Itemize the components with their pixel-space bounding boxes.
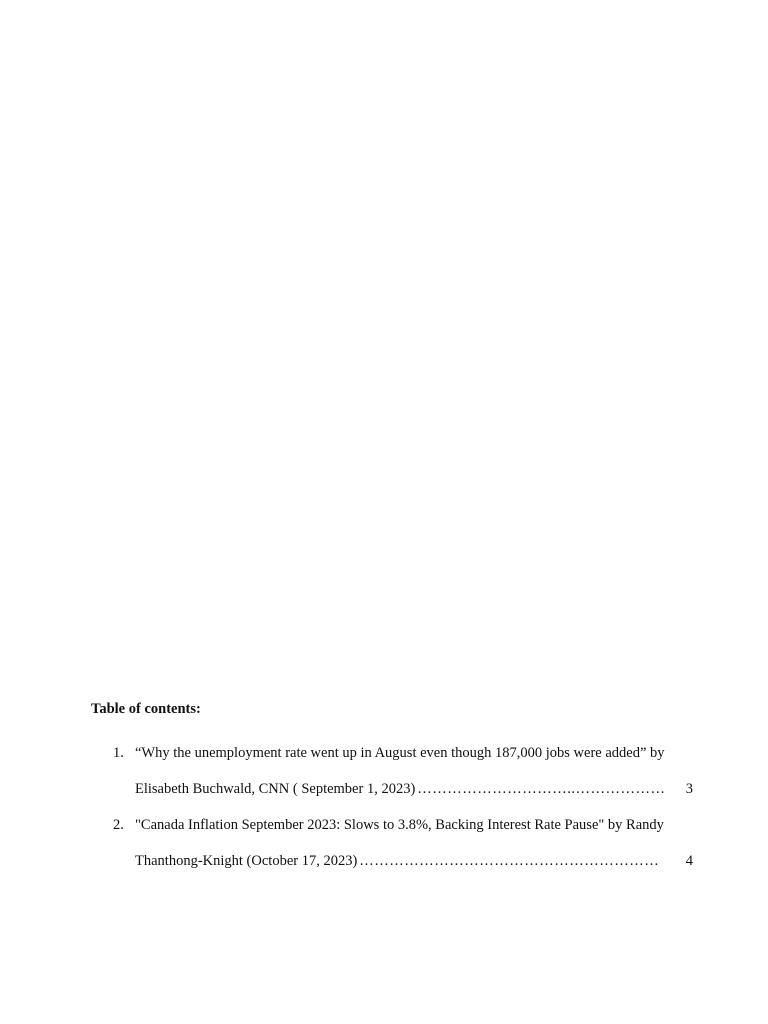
toc-entry-citation: Elisabeth Buchwald, CNN ( September 1, 2023) [135,781,416,797]
toc-entry-title-line: “Why the unemployment rate went up in August even though 187,000 jobs were added” by [135,745,665,761]
toc-entry-citation-line [135,843,693,879]
toc-dot-leader: …………………………………………………… [359,853,660,869]
toc-page-number: 4 [685,853,693,869]
toc-entry-number: 2. [113,817,124,833]
toc-entry-citation-line [135,771,693,807]
toc-page-number: 3 [685,781,693,797]
toc-entry-title-line: "Canada Inflation September 2023: Slows to 3.8%, Backing Interest Rate Pause" by Randy [135,817,664,833]
toc-entry-1 [91,735,701,807]
toc-dot-leader: …………………………..……………… [417,781,666,797]
toc-heading: Table of contents: [91,701,201,717]
toc-entry-citation: Thanthong-Knight (October 17, 2023) [135,853,358,869]
toc-entry-number: 1. [113,745,124,761]
toc-entry-2 [91,807,701,879]
toc-list [91,735,701,879]
table-of-contents [91,699,701,879]
